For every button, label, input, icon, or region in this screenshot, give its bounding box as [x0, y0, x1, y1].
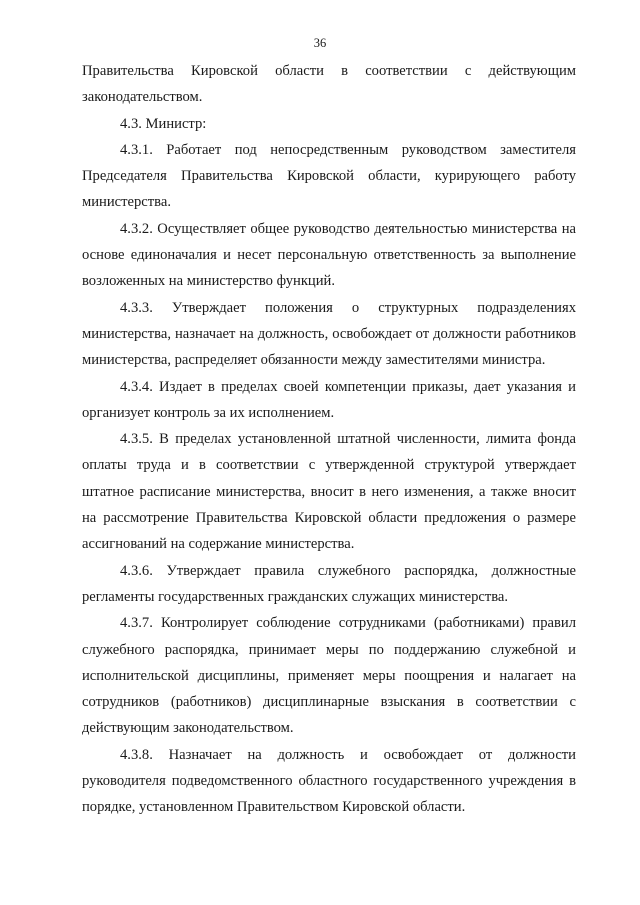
paragraph-4-3-7: 4.3.7. Контролирует соблюдение сотрудниками (работниками) правил служебного распорядка, принимает меры по поддержанию служебной и исполнительской дисциплины, применяет меры поощрения и налагает на сотрудников (работников) дисциплинарные взыскания в соответствии с действующим законодательством. — [82, 615, 576, 737]
paragraph-4-3-3: 4.3.3. Утверждает положения о структурных подразделениях министерства, назначает на должность, освобождает от должности работников министерства, распределяет обязанности между заместителями министра. — [82, 299, 576, 369]
paragraph-continuation: Правительства Кировской области в соответствии с действующим законодательством. — [82, 63, 576, 106]
page-number: 36 — [313, 36, 327, 50]
document-body — [82, 58, 576, 821]
paragraph-4-3-1: 4.3.1. Работает под непосредственным руководством заместителя Председателя Правительства Кировской области, курирующего работу министерства. — [82, 141, 576, 211]
paragraph-4-3-6: 4.3.6. Утверждает правила служебного распорядка, должностные регламенты государственных гражданских служащих министерства. — [82, 562, 576, 605]
paragraph-4-3-8: 4.3.8. Назначает на должность и освобождает от должности руководителя подведомственного областного государственного учреждения в порядке, установленном Правительством Кировской области. — [82, 746, 576, 816]
paragraph-4-3-4: 4.3.4. Издает в пределах своей компетенции приказы, дает указания и организует контроль за их исполнением. — [82, 378, 576, 421]
paragraph-4-3: 4.3. Министр: — [120, 115, 207, 132]
paragraph-4-3-2: 4.3.2. Осуществляет общее руководство деятельностью министерства на основе единоначалия и несет персональную ответственность за выполнение возложенных на министерство функций. — [82, 220, 576, 290]
paragraph-4-3-5: 4.3.5. В пределах установленной штатной численности, лимита фонда оплаты труда и в соответствии с утвержденной структурой утверждает штатное расписание министерства, вносит в него изменения, а также вносит на рассмотрение Правительства Кировской области предложения о размере ассигнований на содержание министерства. — [82, 431, 576, 553]
